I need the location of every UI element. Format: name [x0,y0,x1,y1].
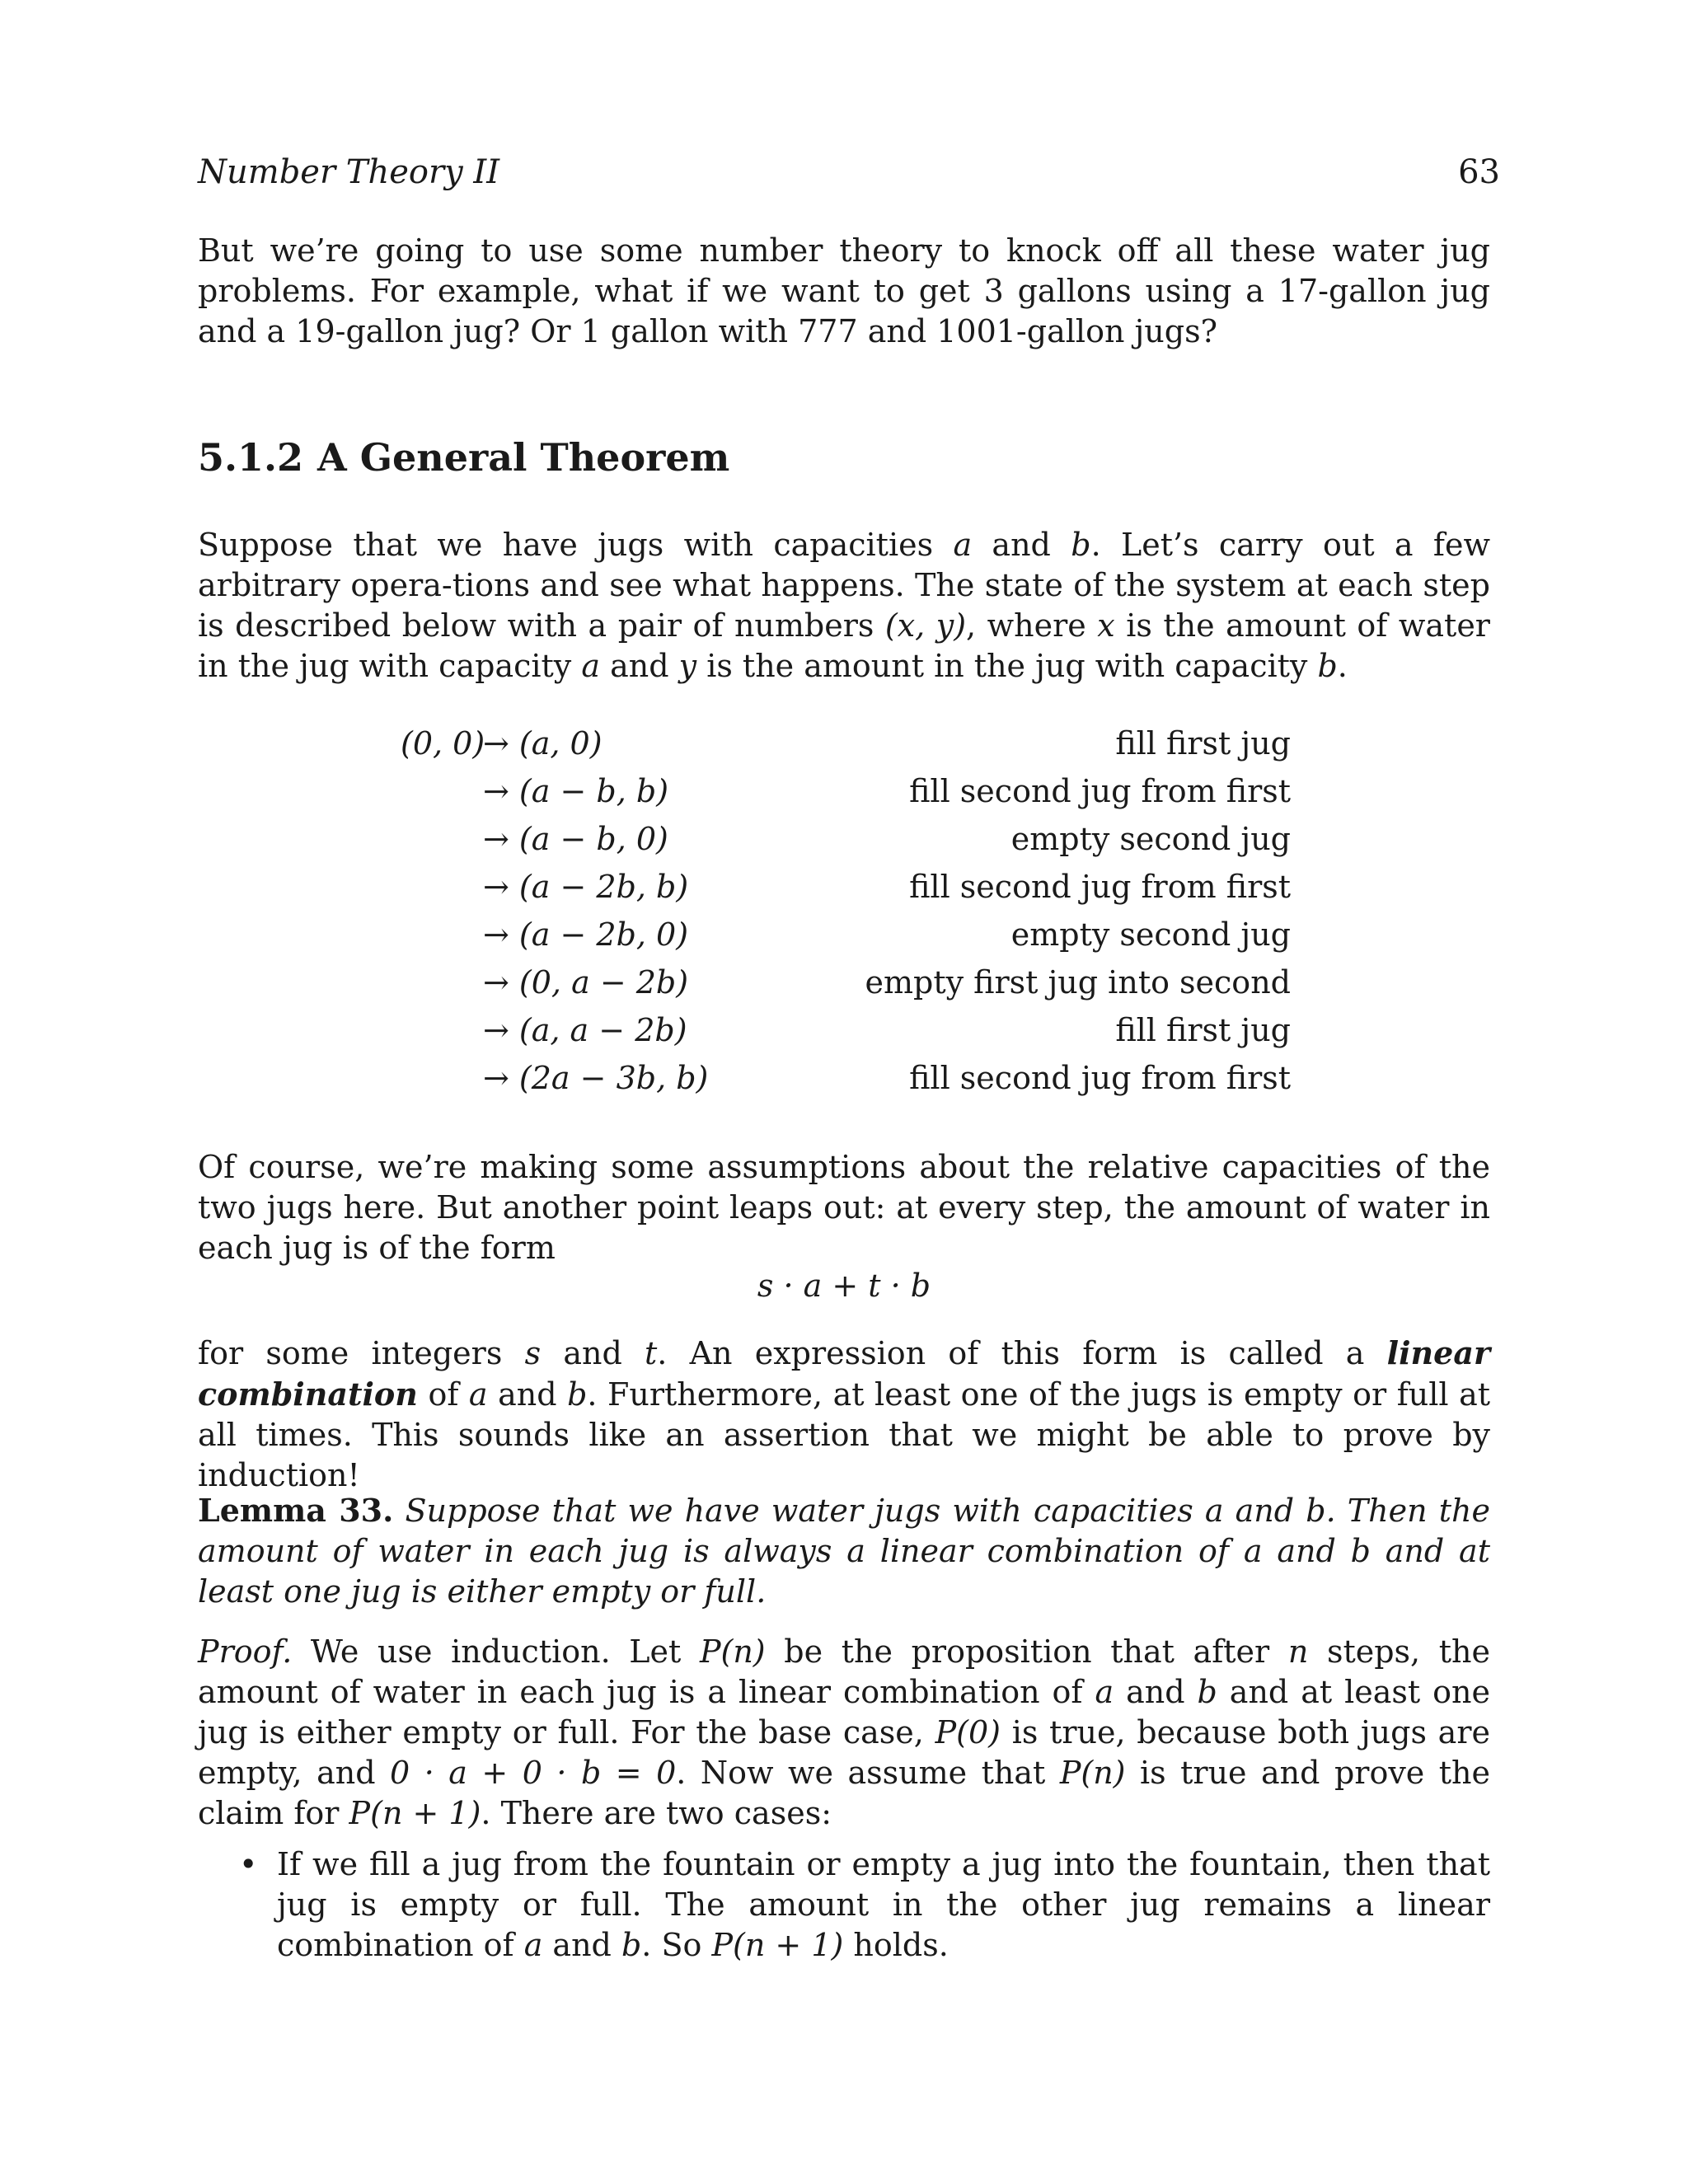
text-run: . Let’s carry out a few arbitrary opera-tions and see what happens. The state of the system at each step is described below with a pair of numbers [198,527,1490,644]
text-run: . Then the amount of water in each jug is always a linear combination of [198,1493,1490,1569]
derivation-note: fill first jug [1115,725,1291,762]
intro-paragraph: But we’re going to use some number theory to knock off all these water jug problems. For example, what if we want to get 3 gallons using a 17-gallon jug and a 19-gallon jug? Or 1 gallon with 777 and 1001-gallon jugs? [198,232,1490,349]
page-number: 63 [1458,153,1500,191]
math-var: a [581,648,601,684]
math-var: t [645,1335,658,1371]
text-run: Suppose that we have jugs with capacities [198,527,954,563]
text-run: . Now we assume that [676,1755,1060,1791]
derivation-rhs: → (2a − 3b, b) [483,1060,709,1096]
section-heading [198,435,729,480]
text-run: . An expression of this form is called a [657,1335,1387,1371]
defined-term: linear combination [198,1334,1490,1413]
text-run: steps, the amount of water in each jug is a linear combination of [198,1633,1490,1710]
derivation-row [401,1060,1291,1108]
derivation-rhs: → (a, a − 2b) [483,1012,687,1048]
derivation-rhs: → (a − 2b, 0) [483,916,689,953]
derivation-row [401,869,1291,916]
math-var: P(n) [1059,1755,1126,1791]
text-run: and [541,1335,645,1371]
proof-label: Proof. [198,1633,293,1670]
running-title: Number Theory II [198,153,500,191]
math-var: P(0) [935,1714,1001,1750]
text-run: and [487,1376,568,1413]
math-var: a [523,1927,543,1963]
text-run: and [1114,1674,1198,1710]
text-run: for some integers [198,1335,525,1371]
derivation-row [401,821,1291,869]
derivation-row [401,773,1291,821]
math-var: b [621,1927,642,1963]
math-var: b [1197,1674,1217,1710]
setup-paragraph [198,525,1490,687]
math-var: b [1071,527,1091,563]
text-run: and [600,648,679,684]
math-var: a [1204,1493,1224,1529]
text-run: We use induction. Let [292,1633,700,1670]
text-run: and [542,1927,621,1963]
text-run: Suppose that we have water jugs with capacities [405,1493,1205,1529]
derivation-note: fill first jug [1115,1012,1291,1048]
lemma-block [198,1490,1490,1612]
derivation-note: empty first jug into second [865,964,1291,1001]
derivation-row [401,725,1291,773]
math-var: x [1097,607,1115,644]
derivation-rhs: → (a − b, 0) [483,821,668,857]
text-run: . [1337,648,1348,684]
proof-block [198,1632,1490,1834]
derivation-note: fill second jug from first [909,773,1291,809]
text-run: is true, because both jugs are empty, and [198,1714,1490,1791]
display-equation: s · a + t · b [757,1268,931,1304]
math-var: b [1317,648,1338,684]
math-var: P(n + 1) [349,1795,481,1831]
derivation-row [401,1012,1291,1060]
derivation-table [401,725,1291,1108]
text-run: is the amount of water in the jug with capacity [198,607,1490,684]
section-number: 5.1.2 [198,435,304,480]
math-var: P(n + 1) [711,1927,844,1963]
derivation-rhs: → (0, a − 2b) [483,964,689,1001]
math-var: P(n) [699,1633,766,1670]
lemma-label: Lemma 33. [198,1492,394,1529]
text-run: . There are two cases: [481,1795,832,1831]
text-run: , where [966,607,1098,644]
math-var: a [468,1376,488,1413]
derivation-note: fill second jug from first [909,869,1291,905]
derivation-row [401,916,1291,964]
section-title: A General Theorem [317,435,730,480]
text-run: and [972,527,1071,563]
math-var: a [1243,1533,1263,1569]
text-run: be the proposition that after [765,1633,1288,1670]
math-expression: 0 · a + 0 · b = 0 [390,1755,677,1791]
text-run: is the amount in the jug with capacity [696,648,1318,684]
derivation-note: empty second jug [1010,821,1291,857]
bullet-item [277,1844,1490,1966]
text-run: . Furthermore, at least one of the jugs is empty or full at all times. This sounds like an assertion that we might be able to prove by induction! [198,1376,1490,1493]
derivation-rhs: → (a − b, b) [483,773,669,809]
text-run: and at least one jug is either empty or full. For the base case, [198,1674,1490,1750]
text-run: holds. [843,1927,949,1963]
derivation-note: fill second jug from first [909,1060,1291,1096]
derivation-note: empty second jug [1010,916,1291,953]
text-run: and at least one jug is either empty or full. [198,1533,1490,1610]
assumption-paragraph: Of course, we’re making some assumptions about the relative capacities of the two jugs here. But another point leaps out: at every step, the amount of water in each jug is of the form [198,1149,1490,1266]
text-run: is true and prove the claim for [198,1755,1491,1831]
derivation-rhs: → (a, 0) [483,725,603,762]
math-var: a [953,527,973,563]
derivation-row [401,964,1291,1012]
math-var: (x, y) [884,607,967,644]
combination-paragraph [198,1333,1490,1496]
math-var: s [524,1335,542,1371]
derivation-lhs: (0, 0) [401,725,485,762]
derivation-rhs: → (a − 2b, b) [483,869,689,905]
text-run: of [417,1376,469,1413]
text-run: . So [641,1927,712,1963]
math-var: y [678,648,697,684]
math-var: b [567,1376,588,1413]
math-var: b [1306,1493,1326,1529]
text-run: If we fill a jug from the fountain or empty a jug into the fountain, then that jug is empty or full. The amount in the other jug remains a linear combination of [277,1846,1490,1963]
text-run: and [1223,1493,1306,1529]
math-var: a [1095,1674,1114,1710]
bullet-mark: • [239,1846,258,1882]
text-run: and [1262,1533,1351,1569]
math-var: n [1287,1633,1309,1670]
math-var: b [1350,1533,1371,1569]
